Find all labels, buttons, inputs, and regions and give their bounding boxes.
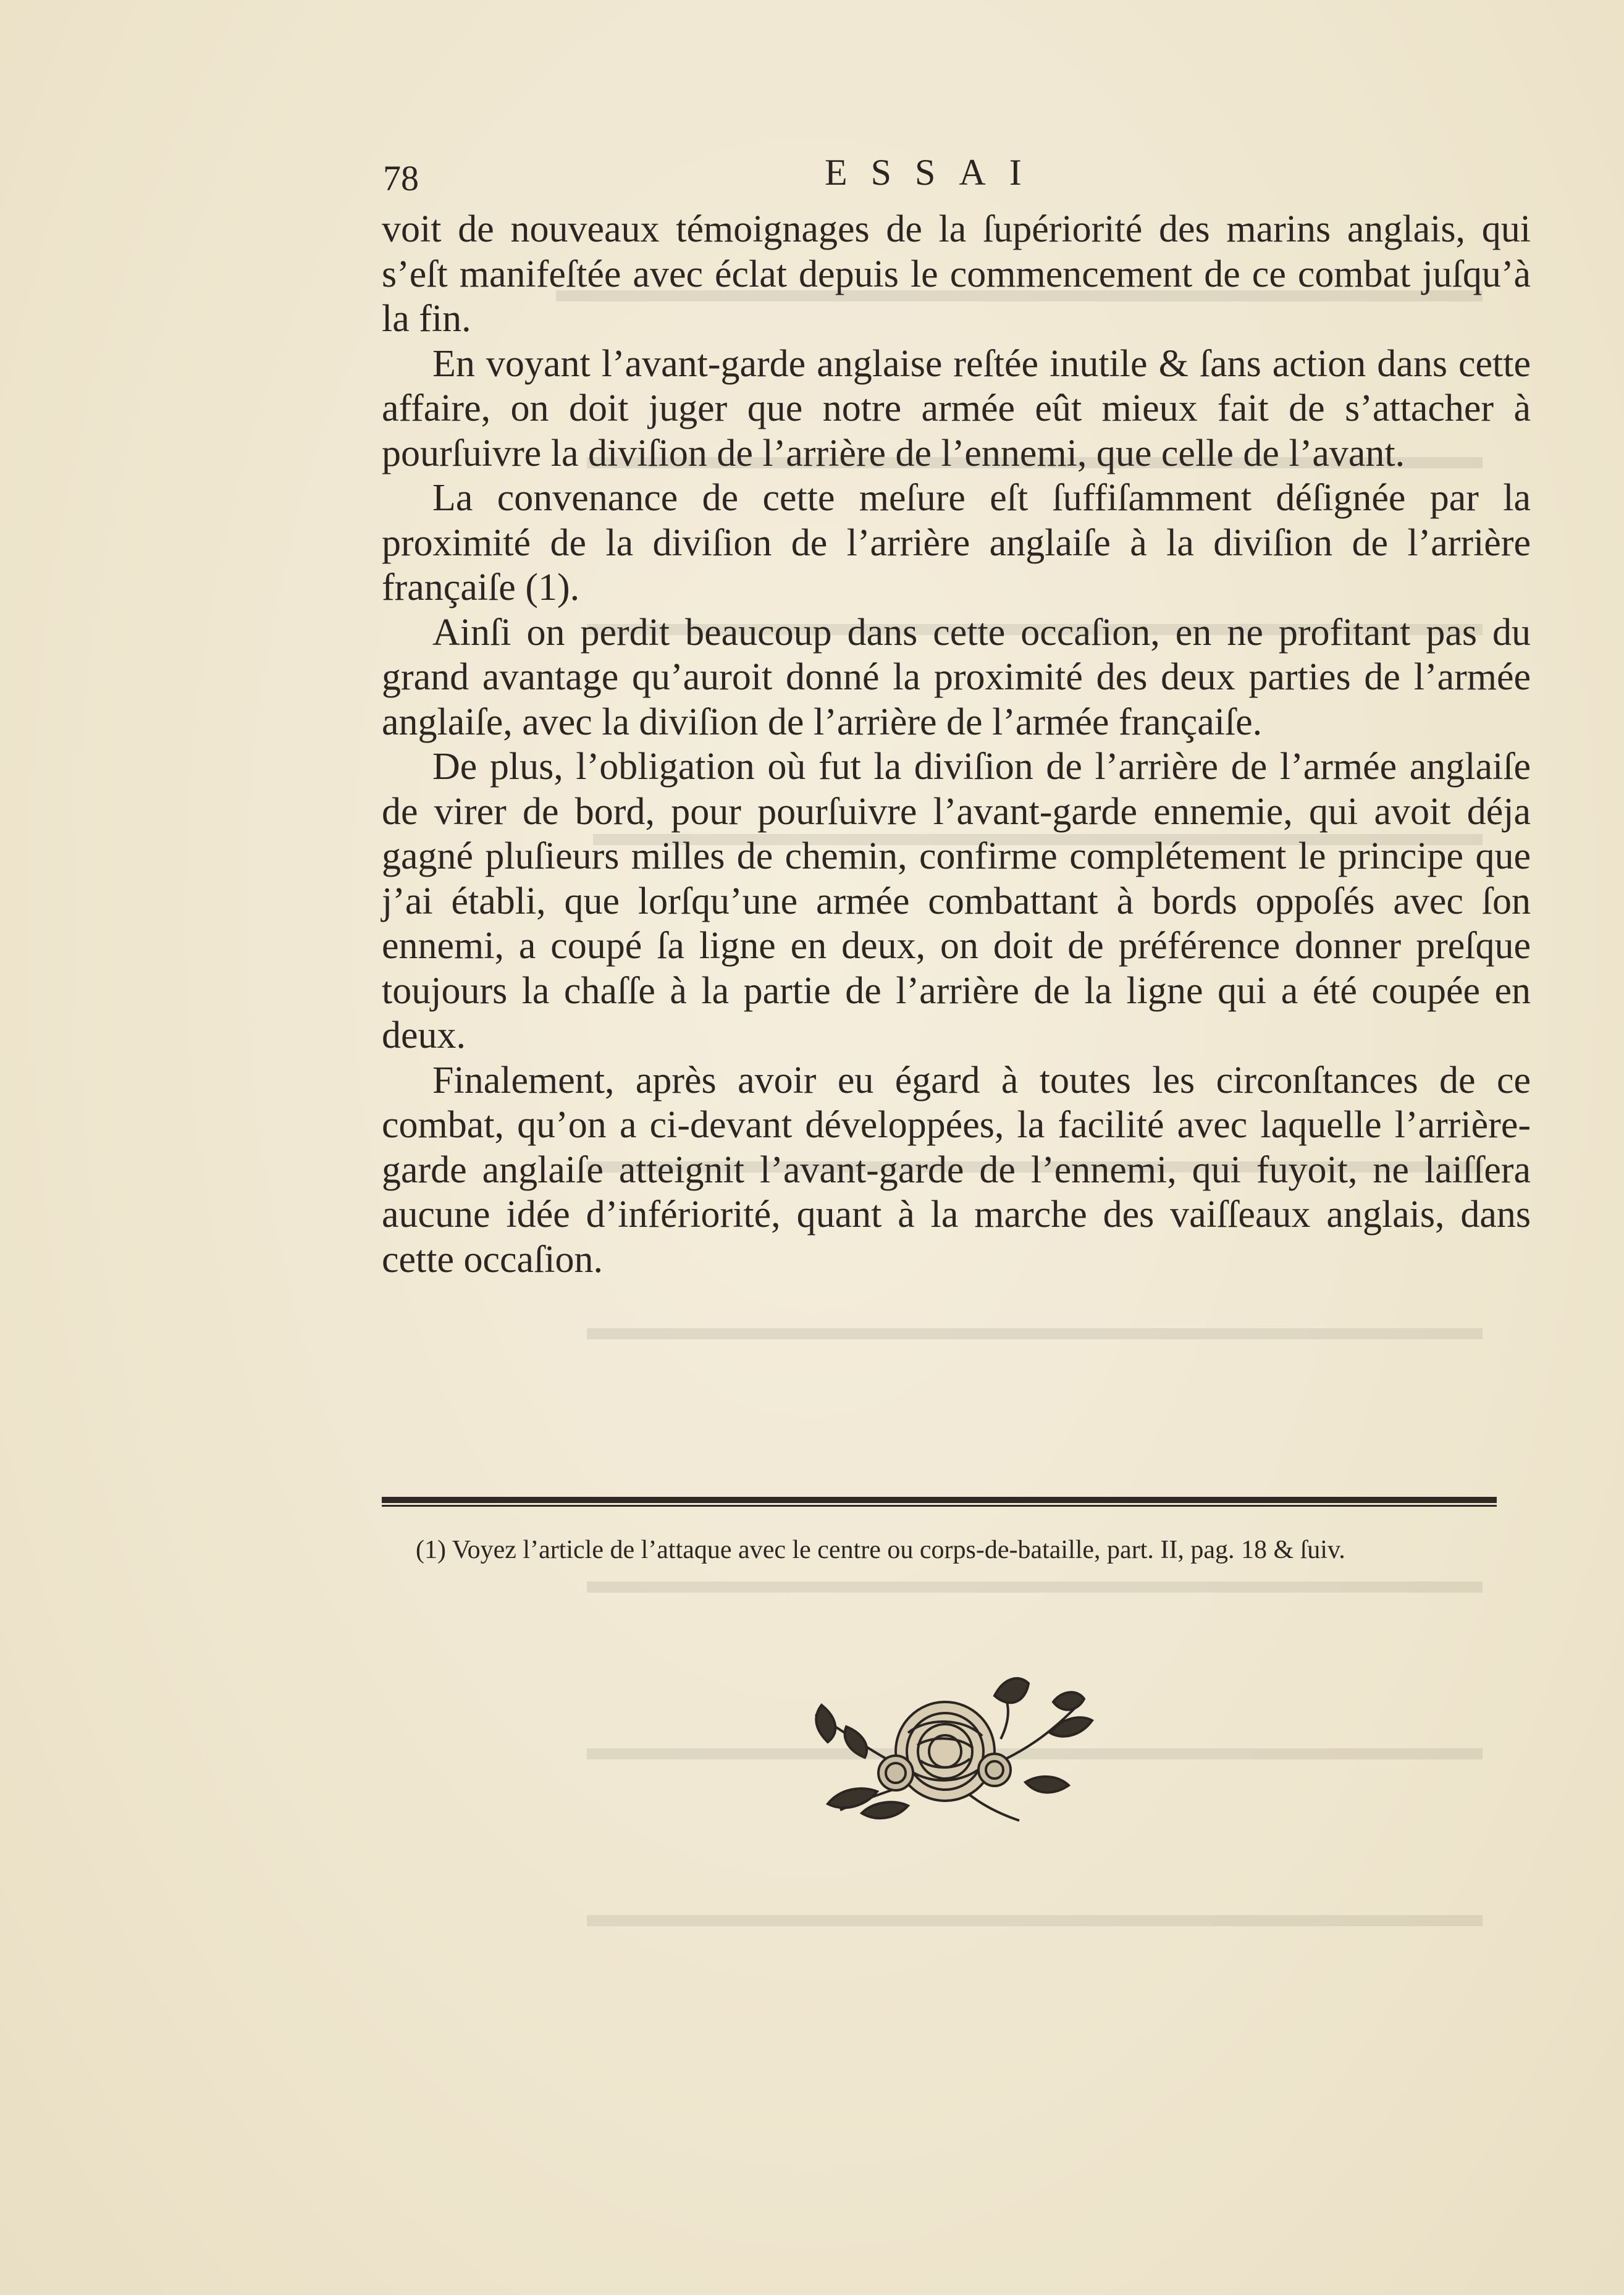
paragraph: Ainſi on perdit beaucoup dans cette occaſion, en ne profitant pas du grand avantage qu’auroit donné la proximité des deux parties de l’armée anglaiſe, avec la diviſion de l’arrière de l’armée françaiſe. (382, 611, 1531, 743)
paragraph: Finalement, après avoir eu égard à toutes les circonſtances de ce combat, qu’on a ci-devant développées, la facilité avec laquelle l’arrière-garde anglaiſe atteignit l’avant-garde de l’ennemi, qui fuyoit, ne laiſſera aucune idée d’infériorité, quant à la marche des vaiſſeaux anglais, dans cette occaſion. (382, 1059, 1531, 1281)
footnote-text: (1) Voyez l’article de l’attaque avec le centre ou corps-de-bataille, part. II, pag. 18 & ſuiv. (416, 1536, 1345, 1564)
paragraph: De plus, l’obligation où fut la diviſion de l’arrière de l’armée anglaiſe de virer de bord, pour pourſuivre l’avant-garde ennemie, qui avoit déja gagné pluſieurs milles de chemin, confirme complétement le principe que j’ai établi, que lorſqu’une armée combattant à bords oppoſés avec ſon ennemi, a coupé ſa ligne en deux, on doit de préférence donner preſque toujours la chaſſe à la partie de l’arrière de la ligne qui a été coupée en deux. (382, 746, 1531, 1056)
paragraph: voit de nouveaux témoignages de la ſupériorité des marins anglais, qui s’eſt manifeſtée avec éclat depuis le commencement de ce combat juſqu’à la fin. (382, 208, 1531, 340)
running-head: ESSAI (825, 152, 1045, 193)
rose-ornament-icon (803, 1659, 1100, 1838)
page-number: 78 (383, 158, 419, 198)
footnote (382, 1536, 1531, 1564)
body-text (382, 207, 1531, 1282)
footnote-rule (382, 1497, 1497, 1503)
page-header (383, 151, 1495, 213)
paragraph: En voyant l’avant-garde anglaise reſtée inutile & ſans action dans cette affaire, on doit juger que notre armée eût mieux fait de s’attacher à pourſuivre la diviſion de l’arrière de l’ennemi, que celle de l’avant. (382, 342, 1531, 474)
paragraph: La convenance de cette meſure eſt ſuffiſamment déſignée par la proximité de la diviſion de l’arrière anglaiſe à la diviſion de l’arrière françaiſe (1). (382, 477, 1531, 608)
